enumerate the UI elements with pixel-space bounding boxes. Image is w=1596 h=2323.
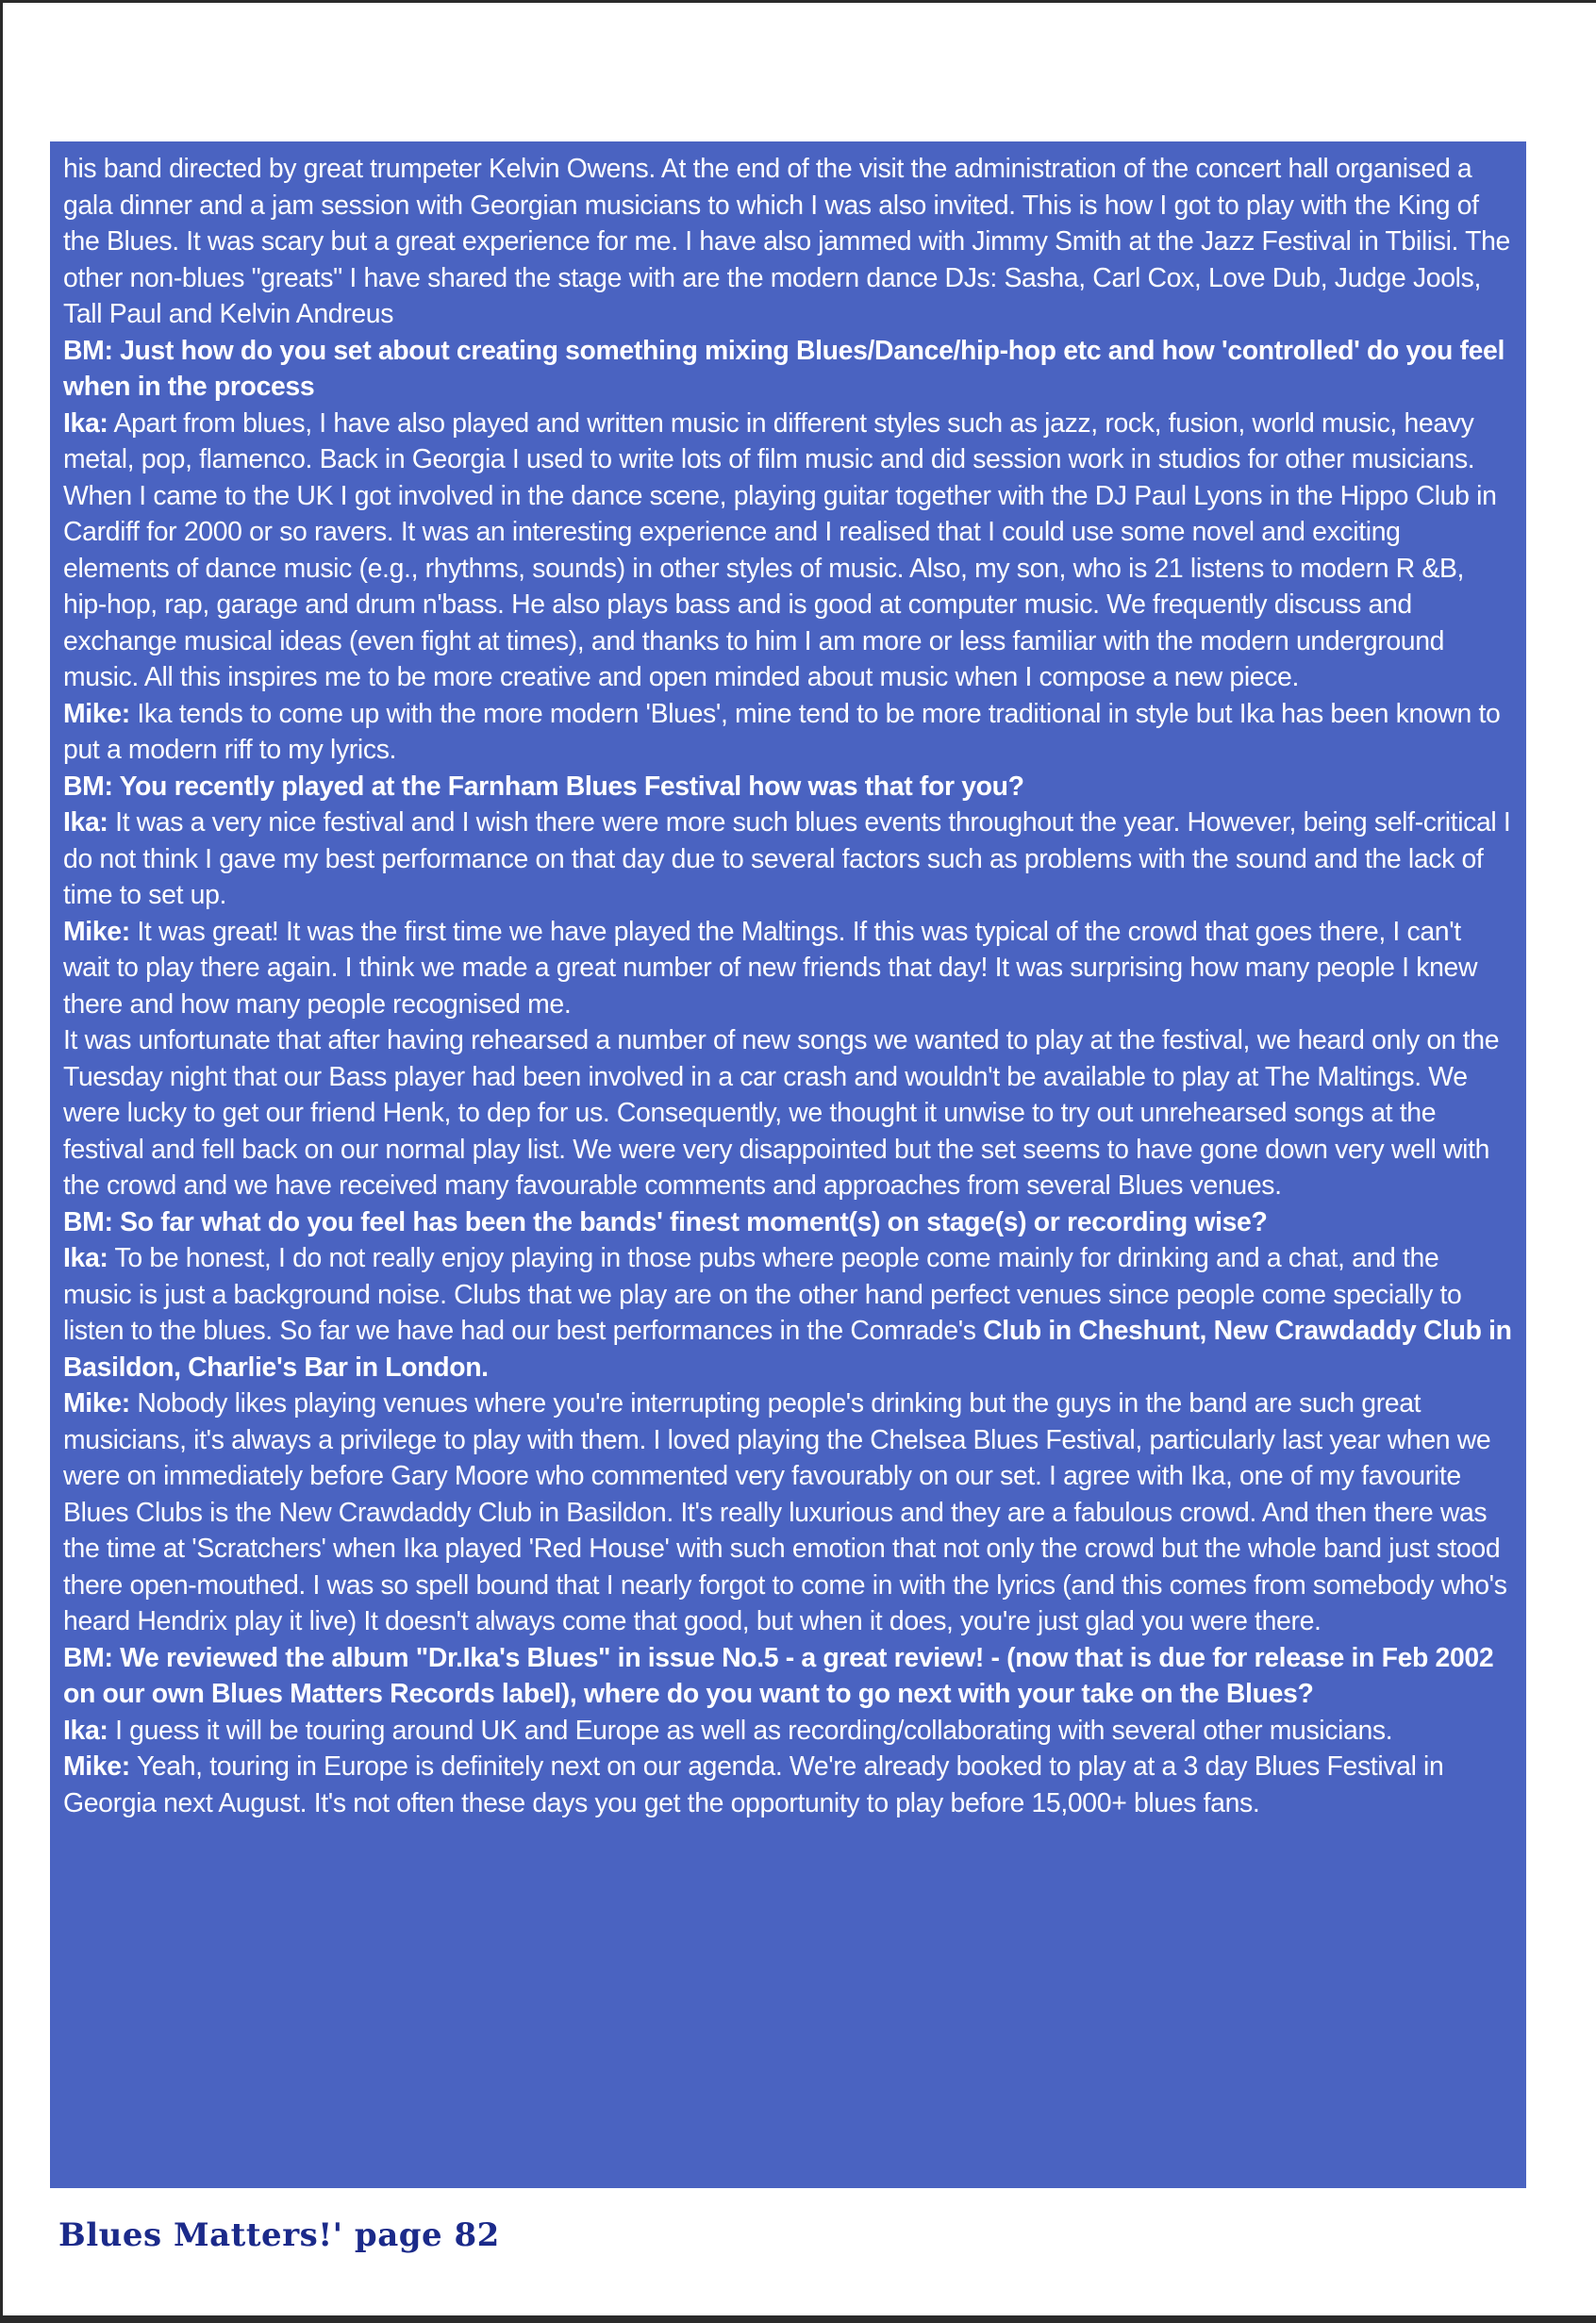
answer-text: It was a very nice festival and I wish there were more such blues events throughout the year. However, being self-critical I do not think I gave my best performance on that day due to several factors such as problems with the sound and the lack of time to set up. (63, 807, 1511, 910)
answer-ika-3 (63, 1240, 1513, 1386)
venue-list: Club in Cheshunt, New Crawdaddy Club in Basildon, Charlie's Bar in London. (63, 1316, 1512, 1383)
answer-text: Ika tends to come up with the more modern 'Blues', mine tend to be more traditional in style but Ika has been known to put a modern riff to my lyrics. (63, 698, 1501, 765)
answer-mike-4 (63, 1749, 1513, 1821)
paragraph-maltings: It was unfortunate that after having rehearsed a number of new songs we wanted to play at the festival, we heard only on the Tuesday night that our Bass player had been involved in a car crash and wouldn't be available to play at The Maltings. We were lucky to get our friend Henk, to dep for us. Consequently, we thought it unwise to try out unrehearsed songs at the festival and fell back on our normal play list. We were very disappointed but the set seems to have gone down very well with the crowd and we have received many favourable comments and approaches from several Blues venues. (63, 1025, 1500, 1201)
answer-text: To be honest, I do not really enjoy playing in those pubs where people come mainly for drinking and a chat, and the music is just a background noise. Clubs that we play are on the other hand perfect venues since people come specially to listen to the blues. So far we have had our best performances in the Comrade's (63, 1243, 1462, 1346)
answer-ika-1 (63, 406, 1513, 696)
speaker-label: Mike: (63, 1751, 130, 1782)
speaker-label: Ika: (63, 407, 108, 439)
speaker-label: Mike: (63, 1388, 130, 1419)
answer-text: Apart from blues, I have also played and written music in different styles such as jazz, rock, fusion, world music, heavy metal, pop, flamenco. Back in Georgia I used to write lots of film music and did session work in studios for other musicians. When I came to the UK I got involved in the dance scene, playing guitar together with the DJ Paul Lyons in the Hippo Club in Cardiff for 2000 or so ravers. It was an interesting experience and I realised that I could use some novel and exciting elements of dance music (e.g., rhythms, sounds) in other styles of music. Also, my son, who is 21 listens to modern R &B, hip-hop, rap, garage and drum n'bass. He also plays bass and is good at computer music. We frequently discuss and exchange musical ideas (even fight at times), and thanks to him I am more or less familiar with the modern underground music. All this inspires me to be more creative and open minded about music when I compose a new piece. (63, 407, 1497, 692)
speaker-label: Mike: (63, 916, 130, 947)
answer-mike-3 (63, 1386, 1513, 1640)
page-footer: Blues Matters!' page 82 (58, 2216, 500, 2254)
speaker-label: Ika: (63, 807, 108, 838)
article-panel (50, 141, 1526, 2188)
question-1: BM: Just how do you set about creating something mixing Blues/Dance/hip-hop etc and how 'controlled' do you feel when in the process (63, 335, 1505, 402)
speaker-label: Mike: (63, 698, 130, 729)
paragraph-intro: his band directed by great trumpeter Kelvin Owens. At the end of the visit the administration of the concert hall organised a gala dinner and a jam session with Georgian musicians to which I was also invited. This is how I got to play with the King of the Blues. It was scary but a great experience for me. I have also jammed with Jimmy Smith at the Jazz Festival in Tbilisi. The other non-blues "greats" I have shared the stage with are the modern dance DJs: Sasha, Carl Cox, Love Dub, Judge Jools, Tall Paul and Kelvin Andreus (63, 154, 1510, 329)
answer-text: I guess it will be touring around UK and Europe as well as recording/collaborating with several other musicians. (108, 1715, 1393, 1746)
question-4: BM: We reviewed the album "Dr.Ika's Blues" in issue No.5 - a great review! - (now that is due for release in Feb 2002 on our own Blues Matters Records label), where do you want to go next with your take on the Blues? (63, 1642, 1494, 1709)
answer-text: Yeah, touring in Europe is definitely next on our agenda. We're already booked to play at a 3 day Blues Festival in Georgia next August. It's not often these days you get the opportunity to play before 15,000+ blues fans. (63, 1751, 1444, 1818)
answer-mike-2 (63, 914, 1513, 1023)
answer-ika-4 (63, 1713, 1513, 1750)
answer-text: Nobody likes playing venues where you're interrupting people's drinking but the guys in the band are such great musicians, it's always a privilege to play with them. I loved playing the Chelsea Blues Festival, particularly last year when we were on immediately before Gary Moore who commented very favourably on our set. I agree with Ika, one of my favourite Blues Clubs is the New Crawdaddy Club in Basildon. It's really luxurious and they are a fabulous crowd. And then there was the time at 'Scratchers' when Ika played 'Red House' with such emotion that not only the crowd but the whole band just stood there open-mouthed. I was so spell bound that I nearly forgot to come in with the lyrics (and this comes from somebody who's heard Hendrix play it live) It doesn't always come that good, but when it does, you're just glad you were there. (63, 1388, 1507, 1636)
answer-text: It was great! It was the first time we have played the Maltings. If this was typical of the crowd that goes there, I can't wait to play there again. I think we made a great number of new friends that day! It was surprising how many people I knew there and how many people recognised me. (63, 916, 1478, 1020)
question-3: BM: So far what do you feel has been the bands' finest moment(s) on stage(s) or recording wise? (63, 1206, 1268, 1237)
answer-mike-1 (63, 696, 1513, 769)
speaker-label: Ika: (63, 1715, 108, 1746)
answer-ika-2 (63, 805, 1513, 914)
speaker-label: Ika: (63, 1243, 108, 1273)
page-bottom-edge (0, 2315, 1596, 2323)
question-2: BM: You recently played at the Farnham Blues Festival how was that for you? (63, 771, 1024, 802)
